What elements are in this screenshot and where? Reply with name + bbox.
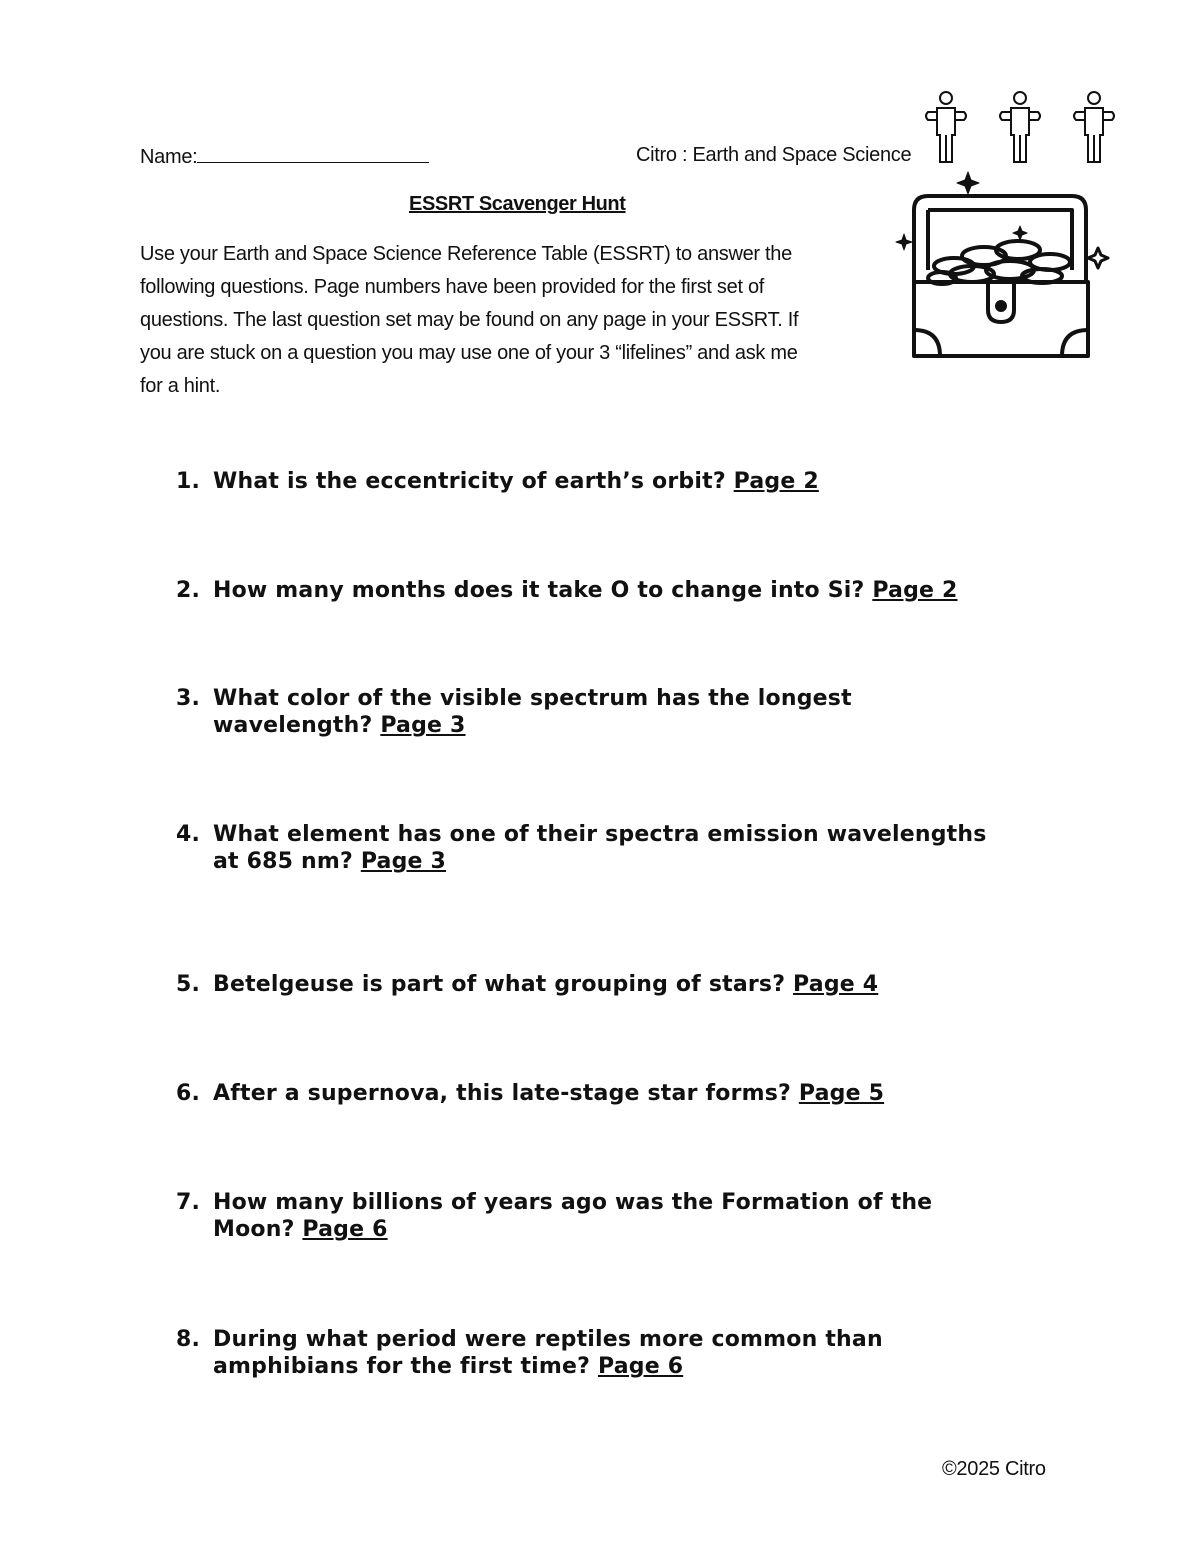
page-reference: Page 6 — [302, 1217, 388, 1242]
instructions-line: following questions. Page numbers have been provided for the first set of — [140, 276, 765, 298]
question-number: 6. — [176, 1081, 201, 1106]
instructions-line: for a hint. — [140, 375, 221, 397]
question-number: 1. — [176, 469, 201, 494]
question-number: 3. — [176, 686, 201, 711]
page-reference: Page 3 — [380, 713, 466, 738]
lifelines-icons — [918, 90, 1128, 166]
person-icon — [992, 90, 1048, 166]
question-2 — [176, 577, 958, 604]
page-reference: Page 5 — [798, 1081, 885, 1106]
question-number: 8. — [176, 1327, 201, 1352]
name-label: Name: — [140, 146, 198, 168]
instructions-line: you are stuck on a question you may use one of your 3 “lifelines” and ask me — [140, 342, 798, 364]
question-text: What is the eccentricity of earth’s orbit? — [213, 469, 726, 494]
question-text: What color of the visible spectrum has the longest — [213, 686, 852, 711]
instructions-line: questions. The last question set may be found on any page in your ESSRT. If — [140, 309, 799, 331]
page-reference: Page 4 — [793, 972, 879, 997]
question-text: at 685 nm? — [213, 849, 353, 874]
question-1 — [176, 468, 819, 495]
question-text: wavelength? — [213, 713, 373, 738]
question-text: Moon? — [213, 1217, 295, 1242]
treasure-chest-icon — [892, 170, 1114, 365]
name-field — [140, 144, 429, 169]
person-icon — [1066, 90, 1122, 166]
question-3 — [176, 685, 852, 739]
question-number: 2. — [176, 578, 201, 603]
course-title: Citro : Earth and Space Science — [636, 144, 912, 166]
question-6 — [176, 1080, 884, 1107]
question-text: amphibians for the first time? — [213, 1354, 591, 1379]
page-reference: Page 3 — [360, 849, 447, 874]
page-reference: Page 2 — [872, 578, 958, 603]
instructions-line: Use your Earth and Space Science Reference Table (ESSRT) to answer the — [140, 243, 792, 265]
question-number: 7. — [176, 1190, 201, 1215]
question-number: 4. — [176, 822, 201, 847]
question-5 — [176, 971, 878, 998]
name-blank-line[interactable] — [197, 144, 429, 163]
question-text: During what period were reptiles more common than — [213, 1327, 883, 1352]
question-8 — [176, 1326, 883, 1380]
question-number: 5. — [176, 972, 201, 997]
person-icon — [918, 90, 974, 166]
question-text: What element has one of their spectra emission wavelengths — [213, 822, 987, 847]
question-text: After a supernova, this late-stage star forms? — [213, 1081, 791, 1106]
question-text: Betelgeuse is part of what grouping of stars? — [213, 972, 786, 997]
page-reference: Page 6 — [597, 1354, 684, 1379]
question-7 — [176, 1189, 932, 1243]
instructions — [140, 238, 900, 403]
question-text: How many billions of years ago was the Formation of the — [213, 1190, 933, 1215]
page-reference: Page 2 — [733, 469, 819, 494]
question-4 — [176, 821, 987, 875]
copyright-footer: ©2025 Citro — [942, 1458, 1046, 1480]
page-title: ESSRT Scavenger Hunt — [409, 193, 626, 215]
question-text: How many months does it take O to change into Si? — [213, 578, 865, 603]
